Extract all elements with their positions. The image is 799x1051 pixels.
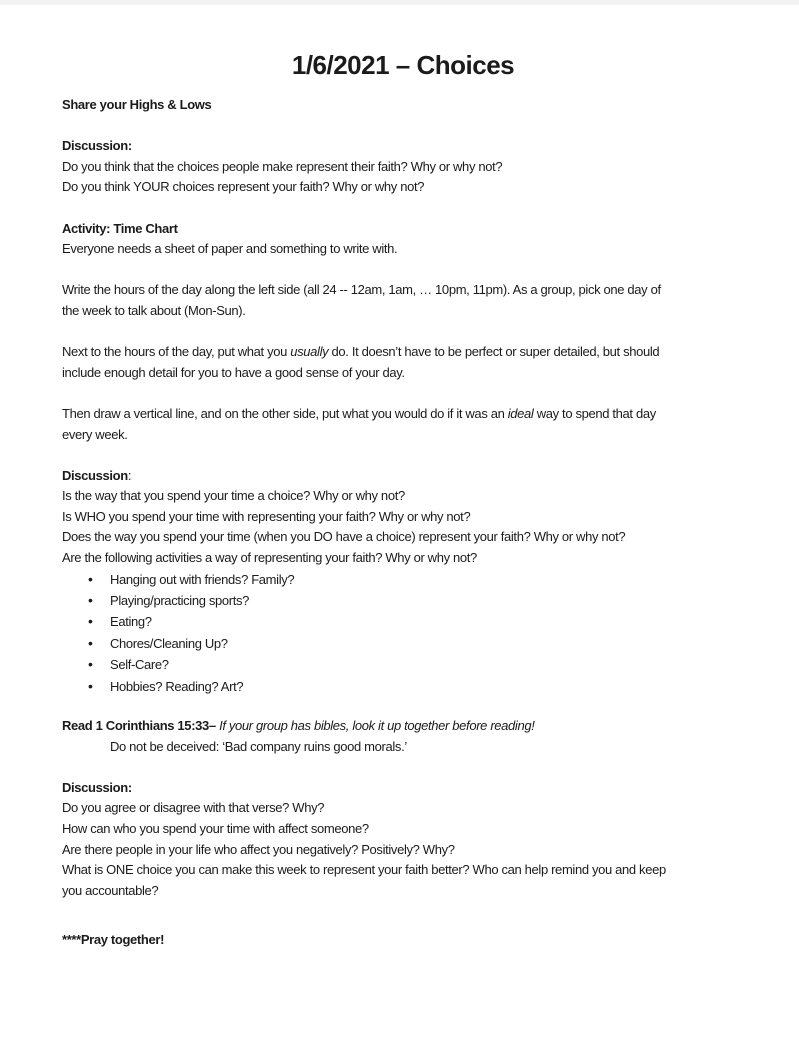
bullet-item: • Chores/Cleaning Up? <box>110 633 744 654</box>
activities-bullet-list <box>62 569 744 697</box>
discussion-3-question-3: Are there people in your life who affect you negatively? Positively? Why? <box>62 841 455 857</box>
discussion-2-question-1: Is the way that you spend your time a choice? Why or why not? <box>62 488 405 504</box>
discussion-2-question-4: Are the following activities a way of representing your faith? Why or why not? <box>62 550 477 566</box>
ideal-pre-text: Then draw a vertical line, and on the other side, put what you would do if it was an <box>62 405 508 421</box>
scripture-verse-text: Do not be deceived: ‘Bad company ruins good morals.’ <box>110 738 407 754</box>
discussion-2-heading <box>62 466 744 487</box>
discussion-3-question-1: Do you agree or disagree with that verse? Why? <box>62 800 325 816</box>
activity-usual-paragraph <box>62 342 744 383</box>
scripture-instruction: If your group has bibles, look it up together before reading! <box>215 718 535 734</box>
discussion-1-question-2: Do you think YOUR choices represent your faith? Why or why not? <box>62 179 425 195</box>
share-highs-lows-heading: Share your Highs & Lows <box>62 97 212 112</box>
scripture-reference: Read 1 Corinthians 15:33– <box>62 718 216 734</box>
bullet-item: • Hanging out with friends? Family? <box>110 569 744 590</box>
discussion-2-question-2: Is WHO you spend your time with representing your faith? Why or why not? <box>62 508 471 524</box>
activity-intro: Everyone needs a sheet of paper and something to write with. <box>62 241 398 257</box>
ideal-post-text: way to spend that day <box>533 405 656 421</box>
question-4-line-2: you accountable? <box>62 882 159 898</box>
discussion-3-heading: Discussion: <box>62 779 132 795</box>
discussion-2-heading-word: Discussion <box>62 467 128 483</box>
discussion-2-heading-colon: : <box>127 467 132 483</box>
usual-line-2: include enough detail for you to have a good sense of your day. <box>62 364 405 380</box>
activity-heading: Activity: Time Chart <box>62 220 178 236</box>
document-content <box>62 0 744 951</box>
write-hours-line-2: the week to talk about (Mon-Sun). <box>62 302 246 318</box>
pray-together-note: ****Pray together! <box>62 932 165 948</box>
usual-post-text: do. It doesn’t have to be perfect or super detailed, but should <box>328 344 660 360</box>
discussion-1-question-1: Do you think that the choices people make represent their faith? Why or why not? <box>62 158 503 174</box>
discussion-3-question-4 <box>62 860 744 901</box>
activity-ideal-paragraph <box>62 404 744 445</box>
write-hours-line-1: Write the hours of the day along the left side (all 24 -- 12am, 1am, … 10pm, 11pm). As a group, pick one day of <box>62 282 661 298</box>
ideal-italic-word: ideal <box>507 405 534 421</box>
activity-write-hours-paragraph <box>62 280 744 321</box>
discussion-2-question-3: Does the way you spend your time (when you DO have a choice) represent your faith? Why or why not? <box>62 529 626 545</box>
usual-italic-word: usually <box>290 344 329 360</box>
bullet-item: • Playing/practicing sports? <box>110 590 744 611</box>
scripture-reading-heading <box>62 716 744 737</box>
bullet-item: • Self-Care? <box>110 654 744 675</box>
discussion-3-question-2: How can who you spend your time with affect someone? <box>62 821 369 837</box>
document-title: 1/6/2021 – Choices <box>291 50 515 80</box>
bullet-item: • Hobbies? Reading? Art? <box>110 676 744 697</box>
question-4-line-1: What is ONE choice you can make this week to represent your faith better? Who can help remind you and keep <box>62 862 666 878</box>
usual-pre-text: Next to the hours of the day, put what you <box>62 344 291 360</box>
discussion-1-heading: Discussion: <box>62 138 132 154</box>
bullet-item: • Eating? <box>110 611 744 632</box>
ideal-line-2: every week. <box>62 426 128 442</box>
